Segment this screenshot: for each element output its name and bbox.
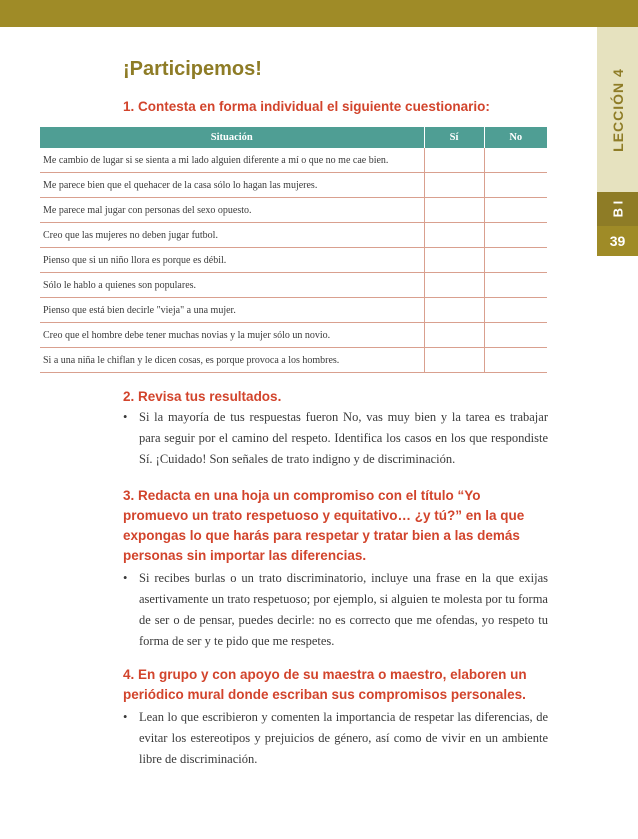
step4-title: 4. En grupo y con apoyo de su maestra o maestro, elaboren un periódico mural donde escriban sus compromisos personales. xyxy=(123,667,527,702)
step2-text: Si la mayoría de tus respuestas fueron No, vas muy bien y la tarea es trabajar para seguir por el camino del respeto. Identifica los casos en los que respondiste Sí. ¡Cuidado! Son señales de trato indigno y de discriminación. xyxy=(139,410,548,466)
header-si: Sí xyxy=(424,127,484,148)
step2-title: 2. Revisa tus resultados. xyxy=(123,389,282,404)
answer-no-cell[interactable] xyxy=(484,348,547,373)
table-row xyxy=(40,323,547,348)
lesson-tab xyxy=(597,27,638,192)
questionnaire-table xyxy=(40,127,547,373)
answer-no-cell[interactable] xyxy=(484,273,547,298)
step3-title: 3. Redacta en una hoja un compromiso con el título “Yo promuevo un trato respetuoso y equitativo… ¿y tú?” en la que expongas lo que harás para respetar y tratar bien a las demás personas sin importar las diferencias. xyxy=(123,488,525,563)
answer-no-cell[interactable] xyxy=(484,173,547,198)
situation-text: Me cambio de lugar si se sienta a mi lado alguien diferente a mí o que no me cae bien. xyxy=(40,148,424,173)
situation-text: Pienso que si un niño llora es porque es débil. xyxy=(40,248,424,273)
answer-si-cell[interactable] xyxy=(424,323,484,348)
lesson-label: LECCIÓN 4 xyxy=(609,67,626,152)
table-row xyxy=(40,273,547,298)
step2-bullet xyxy=(123,407,548,470)
situation-text: Creo que las mujeres no deben jugar futbol. xyxy=(40,223,424,248)
situation-text: Sólo le hablo a quienes son populares. xyxy=(40,273,424,298)
answer-si-cell[interactable] xyxy=(424,348,484,373)
table-row xyxy=(40,223,547,248)
step3-bullet xyxy=(123,568,548,652)
step4-text: Lean lo que escribieron y comenten la importancia de respetar las diferencias, de evitar los estereotipos y prejuicios de género, así como de vivir en un ambiente libre de discriminación. xyxy=(139,710,548,766)
table-row xyxy=(40,248,547,273)
answer-si-cell[interactable] xyxy=(424,173,484,198)
table-row xyxy=(40,298,547,323)
header-situacion: Situación xyxy=(40,127,424,148)
table-header-row xyxy=(40,127,547,148)
answer-si-cell[interactable] xyxy=(424,198,484,223)
situation-text: Pienso que está bien decirle "vieja" a una mujer. xyxy=(40,298,424,323)
page-number: 39 xyxy=(597,226,638,256)
situation-text: Me parece bien que el quehacer de la casa sólo lo hagan las mujeres. xyxy=(40,173,424,198)
header-no: No xyxy=(484,127,547,148)
block-tab xyxy=(597,192,638,226)
table-row xyxy=(40,348,547,373)
bullet-glyph: • xyxy=(123,571,128,585)
answer-si-cell[interactable] xyxy=(424,248,484,273)
bullet-glyph: • xyxy=(123,710,128,724)
top-bar xyxy=(0,0,638,27)
situation-text: Creo que el hombre debe tener muchas novias y la mujer sólo un novio. xyxy=(40,323,424,348)
answer-no-cell[interactable] xyxy=(484,148,547,173)
answer-no-cell[interactable] xyxy=(484,298,547,323)
answer-si-cell[interactable] xyxy=(424,273,484,298)
answer-si-cell[interactable] xyxy=(424,148,484,173)
answer-no-cell[interactable] xyxy=(484,223,547,248)
answer-no-cell[interactable] xyxy=(484,323,547,348)
answer-si-cell[interactable] xyxy=(424,298,484,323)
step1-instruction: 1. Contesta en forma individual el siguiente cuestionario: xyxy=(123,99,490,114)
step3-text: Si recibes burlas o un trato discriminatorio, incluye una frase en la que exijas asertivamente un trato respetuoso; por ejemplo, si alguien te molesta por tu forma de ser o de pensar, puedes decirle: no es correcto que me ofendas, yo respeto tu forma de ser y te pido que me respetes. xyxy=(139,571,548,648)
situation-text: Si a una niña le chiflan y le dicen cosas, es porque provoca a los hombres. xyxy=(40,348,424,373)
block-label: B I xyxy=(610,200,625,218)
table-row xyxy=(40,198,547,223)
answer-no-cell[interactable] xyxy=(484,198,547,223)
bullet-glyph: • xyxy=(123,410,128,424)
answer-si-cell[interactable] xyxy=(424,223,484,248)
section-heading: ¡Participemos! xyxy=(123,58,262,80)
table-row xyxy=(40,148,547,173)
step4-bullet xyxy=(123,707,548,770)
answer-no-cell[interactable] xyxy=(484,248,547,273)
table-row xyxy=(40,173,547,198)
situation-text: Me parece mal jugar con personas del sexo opuesto. xyxy=(40,198,424,223)
